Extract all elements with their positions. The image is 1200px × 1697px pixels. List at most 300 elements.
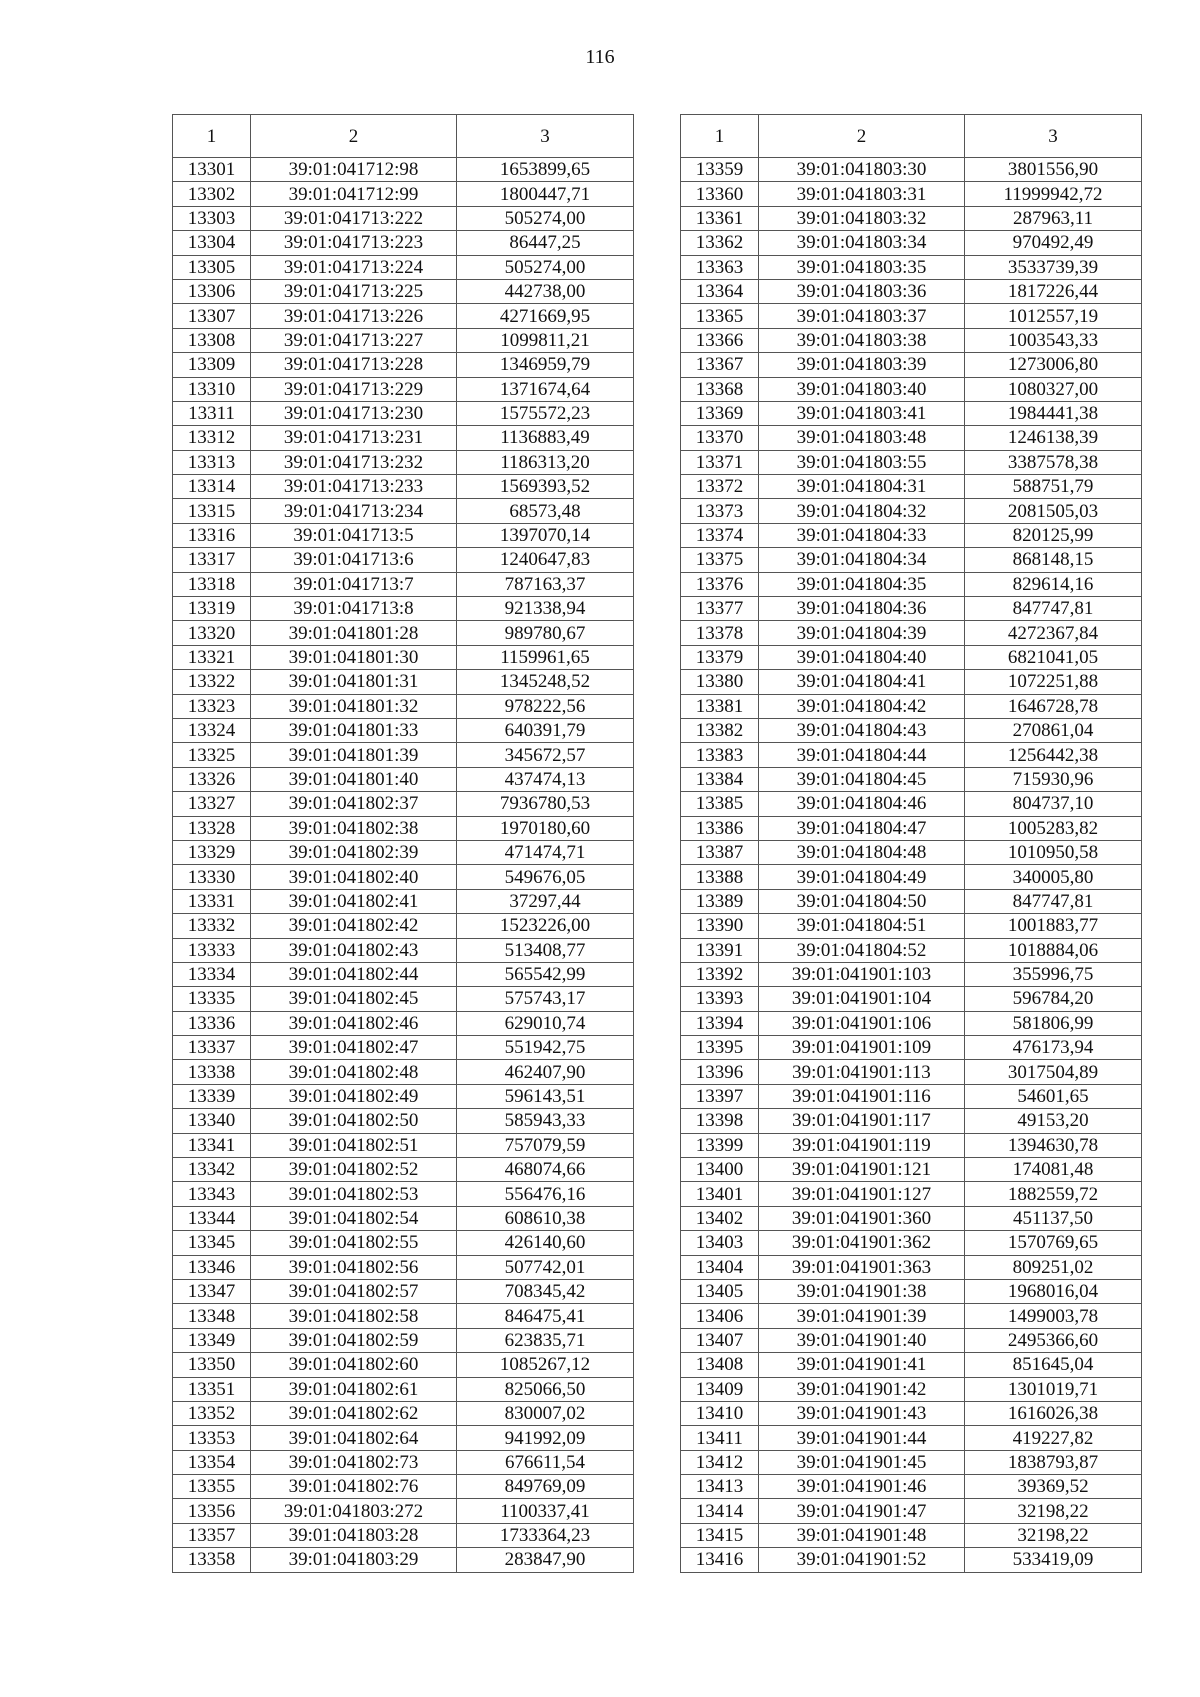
table-row <box>173 1328 634 1352</box>
table-row <box>173 499 634 523</box>
table-row <box>681 1011 1142 1035</box>
value-cell: 1345248,52 <box>457 670 634 694</box>
row-number-cell: 13328 <box>173 816 251 840</box>
value-cell: 1072251,88 <box>965 670 1142 694</box>
row-number-cell: 13353 <box>173 1426 251 1450</box>
cadastral-number-cell: 39:01:041901:48 <box>759 1523 965 1547</box>
row-number-cell: 13324 <box>173 718 251 742</box>
table-row <box>681 962 1142 986</box>
row-number-cell: 13397 <box>681 1084 759 1108</box>
row-number-cell: 13350 <box>173 1353 251 1377</box>
table-row <box>173 767 634 791</box>
table-row <box>173 1158 634 1182</box>
cadastral-number-cell: 39:01:041802:50 <box>251 1109 457 1133</box>
value-cell: 851645,04 <box>965 1353 1142 1377</box>
row-number-cell: 13372 <box>681 475 759 499</box>
cadastral-number-cell: 39:01:041802:40 <box>251 865 457 889</box>
row-number-cell: 13416 <box>681 1548 759 1572</box>
row-number-cell: 13404 <box>681 1255 759 1279</box>
table-row <box>173 1011 634 1035</box>
row-number-cell: 13342 <box>173 1158 251 1182</box>
value-cell: 1371674,64 <box>457 377 634 401</box>
cadastral-number-cell: 39:01:041713:7 <box>251 572 457 596</box>
table-row <box>173 914 634 938</box>
row-number-cell: 13360 <box>681 182 759 206</box>
value-cell: 829614,16 <box>965 572 1142 596</box>
cadastral-number-cell: 39:01:041804:49 <box>759 865 965 889</box>
table-row <box>173 718 634 742</box>
cadastral-number-cell: 39:01:041713:222 <box>251 206 457 230</box>
row-number-cell: 13332 <box>173 914 251 938</box>
value-cell: 39369,52 <box>965 1475 1142 1499</box>
cadastral-number-cell: 39:01:041801:32 <box>251 694 457 718</box>
value-cell: 1001883,77 <box>965 914 1142 938</box>
row-number-cell: 13316 <box>173 523 251 547</box>
row-number-cell: 13396 <box>681 1060 759 1084</box>
value-cell: 847747,81 <box>965 889 1142 913</box>
cadastral-number-cell: 39:01:041803:31 <box>759 182 965 206</box>
cadastral-number-cell: 39:01:041804:33 <box>759 523 965 547</box>
row-number-cell: 13334 <box>173 962 251 986</box>
row-number-cell: 13414 <box>681 1499 759 1523</box>
row-number-cell: 13379 <box>681 645 759 669</box>
cadastral-number-cell: 39:01:041901:121 <box>759 1158 965 1182</box>
row-number-cell: 13346 <box>173 1255 251 1279</box>
table-row <box>681 1328 1142 1352</box>
value-cell: 565542,99 <box>457 962 634 986</box>
table-row <box>173 1231 634 1255</box>
value-cell: 468074,66 <box>457 1158 634 1182</box>
cadastral-number-cell: 39:01:041804:42 <box>759 694 965 718</box>
cadastral-number-cell: 39:01:041713:233 <box>251 475 457 499</box>
cadastral-number-cell: 39:01:041713:6 <box>251 548 457 572</box>
value-cell: 757079,59 <box>457 1133 634 1157</box>
value-cell: 1273006,80 <box>965 353 1142 377</box>
value-cell: 283847,90 <box>457 1548 634 1572</box>
value-cell: 846475,41 <box>457 1304 634 1328</box>
table-row <box>173 231 634 255</box>
cadastral-number-cell: 39:01:041901:42 <box>759 1377 965 1401</box>
table-row <box>681 548 1142 572</box>
cadastral-number-cell: 39:01:041802:53 <box>251 1182 457 1206</box>
cadastral-number-cell: 39:01:041901:363 <box>759 1255 965 1279</box>
row-number-cell: 13415 <box>681 1523 759 1547</box>
cadastral-number-cell: 39:01:041804:40 <box>759 645 965 669</box>
value-cell: 1085267,12 <box>457 1353 634 1377</box>
column-header-2: 2 <box>759 115 965 158</box>
row-number-cell: 13338 <box>173 1060 251 1084</box>
row-number-cell: 13304 <box>173 231 251 255</box>
row-number-cell: 13391 <box>681 938 759 962</box>
cadastral-number-cell: 39:01:041801:39 <box>251 743 457 767</box>
cadastral-number-cell: 39:01:041713:232 <box>251 450 457 474</box>
row-number-cell: 13364 <box>681 279 759 303</box>
cadastral-number-cell: 39:01:041901:113 <box>759 1060 965 1084</box>
cadastral-number-cell: 39:01:041713:226 <box>251 304 457 328</box>
row-number-cell: 13371 <box>681 450 759 474</box>
table-row <box>681 938 1142 962</box>
row-number-cell: 13359 <box>681 158 759 182</box>
row-number-cell: 13411 <box>681 1426 759 1450</box>
row-number-cell: 13377 <box>681 597 759 621</box>
row-number-cell: 13374 <box>681 523 759 547</box>
row-number-cell: 13398 <box>681 1109 759 1133</box>
row-number-cell: 13347 <box>173 1279 251 1303</box>
table-row <box>173 1499 634 1523</box>
cadastral-number-cell: 39:01:041804:44 <box>759 743 965 767</box>
row-number-cell: 13382 <box>681 718 759 742</box>
table-row <box>173 1426 634 1450</box>
cadastral-number-cell: 39:01:041901:46 <box>759 1475 965 1499</box>
value-cell: 476173,94 <box>965 1036 1142 1060</box>
table-row <box>681 1548 1142 1572</box>
table-row <box>681 1158 1142 1182</box>
data-table-left <box>172 114 634 1573</box>
cadastral-number-cell: 39:01:041801:40 <box>251 767 457 791</box>
table-row <box>681 1182 1142 1206</box>
value-cell: 1569393,52 <box>457 475 634 499</box>
row-number-cell: 13394 <box>681 1011 759 1035</box>
table-row <box>681 353 1142 377</box>
table-row <box>173 1523 634 1547</box>
cadastral-number-cell: 39:01:041802:49 <box>251 1084 457 1108</box>
cadastral-number-cell: 39:01:041802:39 <box>251 840 457 864</box>
cadastral-number-cell: 39:01:041802:56 <box>251 1255 457 1279</box>
row-number-cell: 13387 <box>681 840 759 864</box>
row-number-cell: 13319 <box>173 597 251 621</box>
value-cell: 1984441,38 <box>965 401 1142 425</box>
row-number-cell: 13341 <box>173 1133 251 1157</box>
row-number-cell: 13407 <box>681 1328 759 1352</box>
row-number-cell: 13381 <box>681 694 759 718</box>
row-number-cell: 13343 <box>173 1182 251 1206</box>
row-number-cell: 13327 <box>173 792 251 816</box>
column-header-1: 1 <box>173 115 251 158</box>
table-row <box>681 743 1142 767</box>
row-number-cell: 13385 <box>681 792 759 816</box>
value-cell: 1817226,44 <box>965 279 1142 303</box>
cadastral-number-cell: 39:01:041803:35 <box>759 255 965 279</box>
cadastral-number-cell: 39:01:041802:61 <box>251 1377 457 1401</box>
value-cell: 533419,09 <box>965 1548 1142 1572</box>
row-number-cell: 13351 <box>173 1377 251 1401</box>
cadastral-number-cell: 39:01:041802:60 <box>251 1353 457 1377</box>
value-cell: 715930,96 <box>965 767 1142 791</box>
row-number-cell: 13336 <box>173 1011 251 1035</box>
table-row <box>681 767 1142 791</box>
table-row <box>173 426 634 450</box>
table-row <box>681 621 1142 645</box>
table-header <box>681 115 1142 158</box>
row-number-cell: 13340 <box>173 1109 251 1133</box>
cadastral-number-cell: 39:01:041802:64 <box>251 1426 457 1450</box>
column-header-1: 1 <box>681 115 759 158</box>
cadastral-number-cell: 39:01:041803:34 <box>759 231 965 255</box>
cadastral-number-cell: 39:01:041802:37 <box>251 792 457 816</box>
value-cell: 820125,99 <box>965 523 1142 547</box>
cadastral-number-cell: 39:01:041804:43 <box>759 718 965 742</box>
cadastral-number-cell: 39:01:041713:225 <box>251 279 457 303</box>
value-cell: 437474,13 <box>457 767 634 791</box>
value-cell: 676611,54 <box>457 1450 634 1474</box>
table-row <box>681 1499 1142 1523</box>
value-cell: 513408,77 <box>457 938 634 962</box>
cadastral-number-cell: 39:01:041802:59 <box>251 1328 457 1352</box>
table-row <box>681 1450 1142 1474</box>
table-row <box>173 792 634 816</box>
cadastral-number-cell: 39:01:041802:46 <box>251 1011 457 1035</box>
value-cell: 1301019,71 <box>965 1377 1142 1401</box>
value-cell: 1616026,38 <box>965 1401 1142 1425</box>
value-cell: 3801556,90 <box>965 158 1142 182</box>
row-number-cell: 13329 <box>173 840 251 864</box>
value-cell: 1570769,65 <box>965 1231 1142 1255</box>
row-number-cell: 13355 <box>173 1475 251 1499</box>
table-row <box>173 1133 634 1157</box>
table-row <box>173 572 634 596</box>
value-cell: 507742,01 <box>457 1255 634 1279</box>
row-number-cell: 13314 <box>173 475 251 499</box>
row-number-cell: 13376 <box>681 572 759 596</box>
cadastral-number-cell: 39:01:041901:109 <box>759 1036 965 1060</box>
value-cell: 596143,51 <box>457 1084 634 1108</box>
cadastral-number-cell: 39:01:041804:45 <box>759 767 965 791</box>
table-row <box>681 1279 1142 1303</box>
value-cell: 608610,38 <box>457 1206 634 1230</box>
value-cell: 551942,75 <box>457 1036 634 1060</box>
cadastral-number-cell: 39:01:041803:40 <box>759 377 965 401</box>
cadastral-number-cell: 39:01:041803:38 <box>759 328 965 352</box>
cadastral-number-cell: 39:01:041713:234 <box>251 499 457 523</box>
cadastral-number-cell: 39:01:041713:8 <box>251 597 457 621</box>
table-row <box>681 475 1142 499</box>
cadastral-number-cell: 39:01:041802:76 <box>251 1475 457 1499</box>
cadastral-number-cell: 39:01:041801:31 <box>251 670 457 694</box>
cadastral-number-cell: 39:01:041713:224 <box>251 255 457 279</box>
cadastral-number-cell: 39:01:041801:28 <box>251 621 457 645</box>
value-cell: 426140,60 <box>457 1231 634 1255</box>
row-number-cell: 13301 <box>173 158 251 182</box>
row-number-cell: 13307 <box>173 304 251 328</box>
cadastral-number-cell: 39:01:041713:5 <box>251 523 457 547</box>
value-cell: 270861,04 <box>965 718 1142 742</box>
row-number-cell: 13405 <box>681 1279 759 1303</box>
value-cell: 1800447,71 <box>457 182 634 206</box>
cadastral-number-cell: 39:01:041804:48 <box>759 840 965 864</box>
table-row <box>173 523 634 547</box>
table-row <box>173 182 634 206</box>
value-cell: 32198,22 <box>965 1499 1142 1523</box>
value-cell: 847747,81 <box>965 597 1142 621</box>
value-cell: 11999942,72 <box>965 182 1142 206</box>
cadastral-number-cell: 39:01:041802:47 <box>251 1036 457 1060</box>
value-cell: 1099811,21 <box>457 328 634 352</box>
cadastral-number-cell: 39:01:041901:47 <box>759 1499 965 1523</box>
row-number-cell: 13323 <box>173 694 251 718</box>
row-number-cell: 13349 <box>173 1328 251 1352</box>
cadastral-number-cell: 39:01:041901:41 <box>759 1353 965 1377</box>
table-row <box>173 353 634 377</box>
cadastral-number-cell: 39:01:041802:73 <box>251 1450 457 1474</box>
row-number-cell: 13400 <box>681 1158 759 1182</box>
cadastral-number-cell: 39:01:041804:46 <box>759 792 965 816</box>
row-number-cell: 13395 <box>681 1036 759 1060</box>
cadastral-number-cell: 39:01:041804:47 <box>759 816 965 840</box>
value-cell: 575743,17 <box>457 987 634 1011</box>
value-cell: 1100337,41 <box>457 1499 634 1523</box>
table-row <box>173 475 634 499</box>
row-number-cell: 13302 <box>173 182 251 206</box>
table-row <box>681 304 1142 328</box>
cadastral-number-cell: 39:01:041803:272 <box>251 1499 457 1523</box>
table-row <box>173 597 634 621</box>
row-number-cell: 13311 <box>173 401 251 425</box>
table-row <box>173 1401 634 1425</box>
value-cell: 596784,20 <box>965 987 1142 1011</box>
value-cell: 868148,15 <box>965 548 1142 572</box>
table-row <box>681 1255 1142 1279</box>
value-cell: 1010950,58 <box>965 840 1142 864</box>
row-number-cell: 13318 <box>173 572 251 596</box>
cadastral-number-cell: 39:01:041801:33 <box>251 718 457 742</box>
value-cell: 1653899,65 <box>457 158 634 182</box>
value-cell: 340005,80 <box>965 865 1142 889</box>
table-body-right <box>681 158 1142 1573</box>
value-cell: 287963,11 <box>965 206 1142 230</box>
value-cell: 1970180,60 <box>457 816 634 840</box>
table-row <box>681 718 1142 742</box>
row-number-cell: 13320 <box>173 621 251 645</box>
table-row <box>681 1401 1142 1425</box>
cadastral-number-cell: 39:01:041802:43 <box>251 938 457 962</box>
table-row <box>681 231 1142 255</box>
value-cell: 1159961,65 <box>457 645 634 669</box>
cadastral-number-cell: 39:01:041803:55 <box>759 450 965 474</box>
value-cell: 830007,02 <box>457 1401 634 1425</box>
value-cell: 49153,20 <box>965 1109 1142 1133</box>
page-number: 116 <box>585 46 615 68</box>
table-row <box>173 279 634 303</box>
row-number-cell: 13308 <box>173 328 251 352</box>
table-row <box>173 1353 634 1377</box>
table-row <box>173 1255 634 1279</box>
cadastral-number-cell: 39:01:041901:103 <box>759 962 965 986</box>
cadastral-number-cell: 39:01:041804:34 <box>759 548 965 572</box>
row-number-cell: 13366 <box>681 328 759 352</box>
table-row <box>681 426 1142 450</box>
table-row <box>681 182 1142 206</box>
row-number-cell: 13386 <box>681 816 759 840</box>
cadastral-number-cell: 39:01:041802:54 <box>251 1206 457 1230</box>
table-row <box>173 206 634 230</box>
row-number-cell: 13357 <box>173 1523 251 1547</box>
cadastral-number-cell: 39:01:041803:32 <box>759 206 965 230</box>
value-cell: 1838793,87 <box>965 1450 1142 1474</box>
cadastral-number-cell: 39:01:041804:41 <box>759 670 965 694</box>
row-number-cell: 13389 <box>681 889 759 913</box>
value-cell: 623835,71 <box>457 1328 634 1352</box>
value-cell: 1240647,83 <box>457 548 634 572</box>
row-number-cell: 13339 <box>173 1084 251 1108</box>
table-row <box>173 987 634 1011</box>
table-row <box>681 840 1142 864</box>
value-cell: 2081505,03 <box>965 499 1142 523</box>
row-number-cell: 13321 <box>173 645 251 669</box>
cadastral-number-cell: 39:01:041802:62 <box>251 1401 457 1425</box>
row-number-cell: 13402 <box>681 1206 759 1230</box>
table-row <box>681 572 1142 596</box>
value-cell: 941992,09 <box>457 1426 634 1450</box>
table-row <box>173 1377 634 1401</box>
value-cell: 345672,57 <box>457 743 634 767</box>
table-row <box>173 328 634 352</box>
row-number-cell: 13317 <box>173 548 251 572</box>
cadastral-number-cell: 39:01:041901:104 <box>759 987 965 1011</box>
row-number-cell: 13378 <box>681 621 759 645</box>
row-number-cell: 13331 <box>173 889 251 913</box>
cadastral-number-cell: 39:01:041801:30 <box>251 645 457 669</box>
table-row <box>173 840 634 864</box>
value-cell: 809251,02 <box>965 1255 1142 1279</box>
value-cell: 921338,94 <box>457 597 634 621</box>
table-row <box>173 670 634 694</box>
table-row <box>173 304 634 328</box>
cadastral-number-cell: 39:01:041803:41 <box>759 401 965 425</box>
table-row <box>173 1548 634 1572</box>
row-number-cell: 13309 <box>173 353 251 377</box>
value-cell: 1394630,78 <box>965 1133 1142 1157</box>
value-cell: 451137,50 <box>965 1206 1142 1230</box>
table-row <box>681 1084 1142 1108</box>
table-row <box>681 816 1142 840</box>
cadastral-number-cell: 39:01:041901:39 <box>759 1304 965 1328</box>
cadastral-number-cell: 39:01:041804:35 <box>759 572 965 596</box>
row-number-cell: 13330 <box>173 865 251 889</box>
row-number-cell: 13413 <box>681 1475 759 1499</box>
row-number-cell: 13361 <box>681 206 759 230</box>
cadastral-number-cell: 39:01:041803:39 <box>759 353 965 377</box>
table-row <box>681 1304 1142 1328</box>
column-header-3: 3 <box>457 115 634 158</box>
row-number-cell: 13303 <box>173 206 251 230</box>
cadastral-number-cell: 39:01:041901:360 <box>759 1206 965 1230</box>
table-row <box>681 499 1142 523</box>
value-cell: 629010,74 <box>457 1011 634 1035</box>
cadastral-number-cell: 39:01:041901:119 <box>759 1133 965 1157</box>
row-number-cell: 13325 <box>173 743 251 767</box>
cadastral-number-cell: 39:01:041712:99 <box>251 182 457 206</box>
table-row <box>173 1036 634 1060</box>
value-cell: 4271669,95 <box>457 304 634 328</box>
table-row <box>173 621 634 645</box>
table-row <box>681 1231 1142 1255</box>
cadastral-number-cell: 39:01:041713:229 <box>251 377 457 401</box>
table-row <box>681 597 1142 621</box>
table-row <box>681 1426 1142 1450</box>
cadastral-number-cell: 39:01:041802:38 <box>251 816 457 840</box>
cadastral-number-cell: 39:01:041901:116 <box>759 1084 965 1108</box>
table-row <box>173 1206 634 1230</box>
row-number-cell: 13362 <box>681 231 759 255</box>
row-number-cell: 13412 <box>681 1450 759 1474</box>
row-number-cell: 13352 <box>173 1401 251 1425</box>
value-cell: 849769,09 <box>457 1475 634 1499</box>
table-row <box>681 1377 1142 1401</box>
value-cell: 989780,67 <box>457 621 634 645</box>
cadastral-number-cell: 39:01:041901:43 <box>759 1401 965 1425</box>
cadastral-number-cell: 39:01:041803:29 <box>251 1548 457 1572</box>
cadastral-number-cell: 39:01:041802:51 <box>251 1133 457 1157</box>
